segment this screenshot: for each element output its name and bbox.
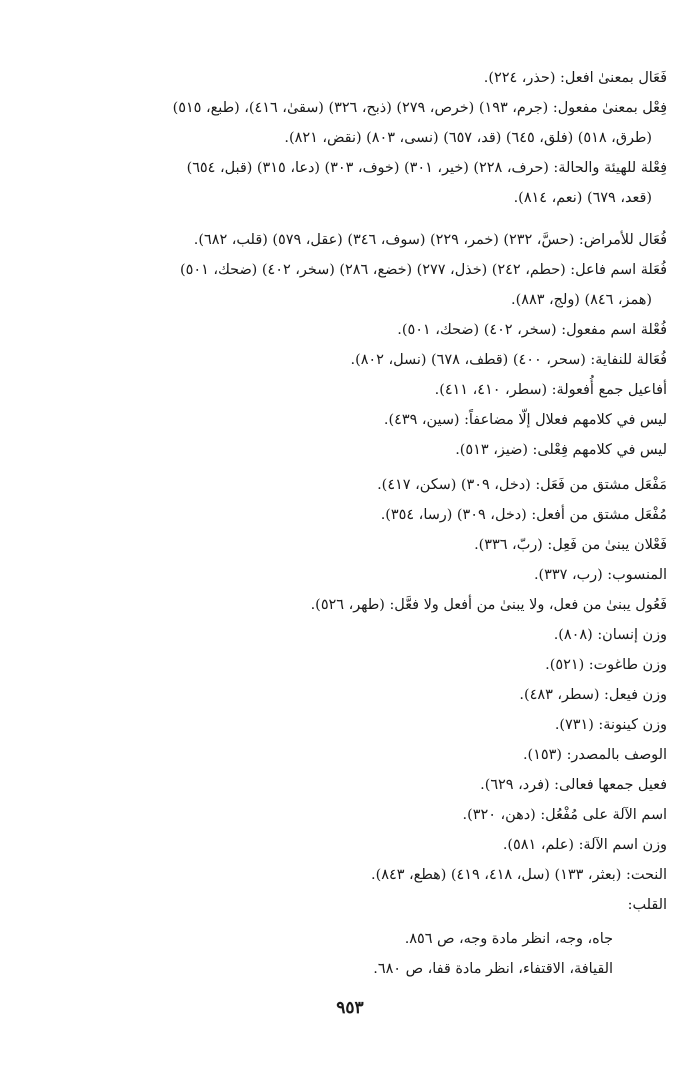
entry-line: وزن كينونة: (٧٣١).: [554, 717, 667, 733]
entry-line: وزن طاغوت: (٥٢١).: [545, 657, 667, 673]
entry-line: وزن فيعل: (سطر، ٤٨٣).: [519, 687, 667, 703]
example-line: جاه، وجه، انظر مادة وجه، ص ٨٥٦.: [404, 931, 613, 947]
entry-line: الوصف بالمصدر: (١٥٣).: [522, 747, 667, 763]
entry-line: فُعَالة للنفاية: (سحر، ٤٠٠) (قطف، ٦٧٨) (نسل، ٨٠٢).: [350, 352, 667, 368]
entry-line: أفاعيل جمع أُفعولة: (سطر، ٤١٠، ٤١١).: [434, 382, 667, 398]
entry-line: فُعَال للأمراض: (حسَّ، ٢٣٢) (خمر، ٢٢٩) (سوف، ٣٤٦) (عقل، ٥٧٩) (قلب، ٦٨٢).: [193, 232, 667, 248]
entry-line: فُعَلة اسم فاعل: (حطم، ٢٤٢) (خذل، ٢٧٧) (خضع، ٢٨٦) (سخر، ٤٠٢) (ضحك، ٥٠١): [180, 262, 667, 278]
entry-line: فَعْلان يبنىٰ من فَعِل: (ربّ، ٣٣٦).: [474, 537, 667, 553]
entry-line: وزن اسم الآلة: (علم، ٥٨١).: [502, 837, 667, 853]
entry-line: مَفْعَل مشتق من فَعَل: (دخل، ٣٠٩) (سكن، ٤١٧).: [377, 477, 667, 493]
entry-continuation-line: (طرق، ٥١٨) (فلق، ٦٤٥) (قد، ٦٥٧) (نسى، ٨٠٣) (نقض، ٨٢١).: [284, 130, 652, 146]
entry-continuation-line: (قعد، ٦٧٩) (نعم، ٨١٤).: [513, 190, 652, 206]
entry-line: القلب:: [627, 897, 667, 913]
entry-line: المنسوب: (رب، ٣٣٧).: [533, 567, 667, 583]
entry-line: فِعْلة للهيئة والحالة: (حرف، ٢٢٨) (خير، ٣٠١) (خوف، ٣٠٣) (دعا، ٣١٥) (قبل، ٦٥٤): [186, 160, 667, 176]
entry-line: فَعُول يبنىٰ من فعل، ولا يبنىٰ من أفعل ولا فعَّل: (طهر، ٥٢٦).: [310, 597, 667, 613]
entry-line: ليس في كلامهم فِعْلى: (ضيز، ٥١٣).: [455, 442, 667, 458]
entry-line: فَعَال بمعنىٰ افعل: (حذر، ٢٢٤).: [483, 70, 667, 86]
entry-line: ليس في كلامهم فعلال إلّا مضاعفاً: (سين، ٤٣٩).: [383, 412, 667, 428]
entry-line: فعيل جمعها فعالى: (فرد، ٦٢٩).: [480, 777, 667, 793]
entry-line: فُعْلة اسم مفعول: (سخر، ٤٠٢) (ضحك، ٥٠١).: [397, 322, 667, 338]
entry-line: اسم الآلة على مُفْعُل: (دهن، ٣٢٠).: [462, 807, 667, 823]
example-line: القيافة، الاقتفاء، انظر مادة قفا، ص ٦٨٠.: [373, 961, 613, 977]
entry-line: فِعْل بمعنىٰ مفعول: (جرم، ١٩٣) (خرص، ٢٧٩) (ذبح، ٣٢٦) (سقىٰ، ٤١٦)، (طبع، ٥١٥): [172, 100, 667, 116]
entry-line: وزن إنسان: (٨٠٨).: [553, 627, 667, 643]
page-number: ٩٥٣: [336, 998, 364, 1018]
entry-continuation-line: (همز، ٨٤٦) (ولج، ٨٨٣).: [511, 292, 652, 308]
entry-line: النحت: (بعثر، ١٣٣) (سل، ٤١٨، ٤١٩) (هطع، ٨٤٣).: [371, 867, 667, 883]
entry-line: مُفْعَل مشتق من أفعل: (دخل، ٣٠٩) (رسا، ٣٥٤).: [380, 507, 667, 523]
